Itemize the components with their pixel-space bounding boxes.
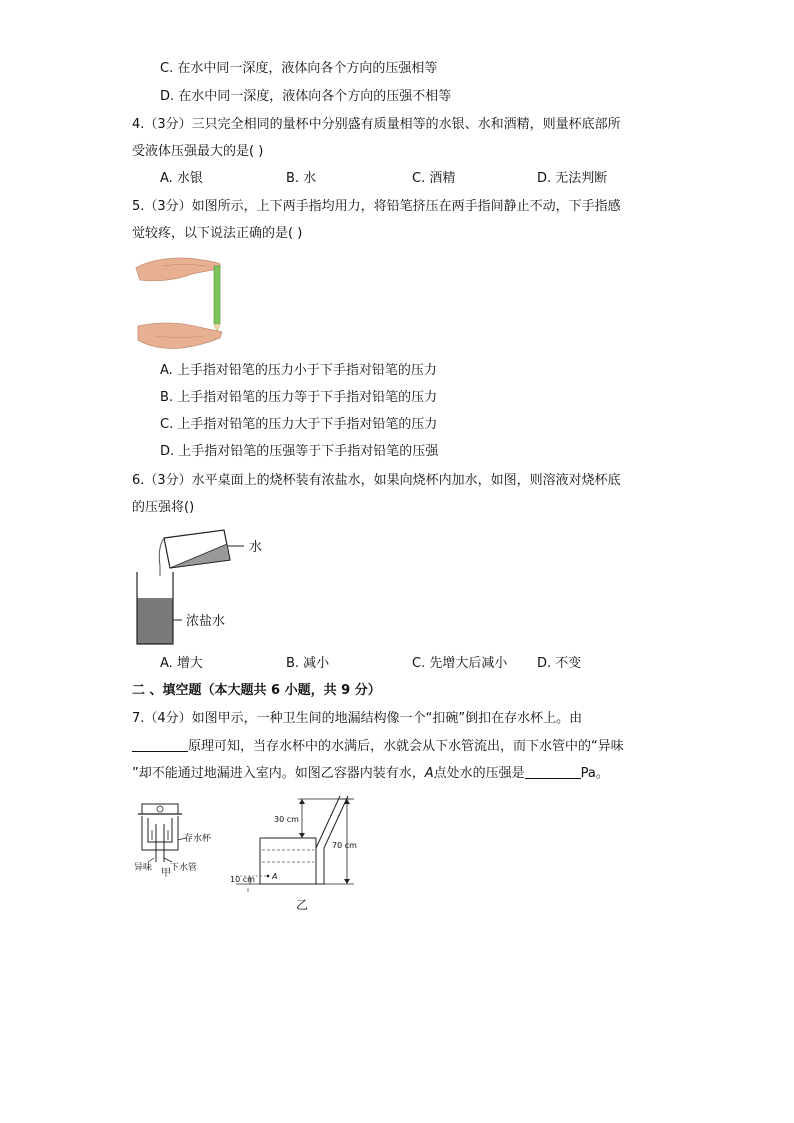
q7-stem-line3: ”却不能通过地漏进入室内。如图乙容器内装有水，A点处水的压强是 Pa。 — [132, 766, 609, 781]
dim-10cm: 10 cm — [230, 875, 255, 884]
q5-option-a: A. 上手指对铅笔的压力小于下手指对铅笔的压力 — [160, 363, 437, 378]
label-cup: 存水杯 — [184, 834, 212, 844]
pencil — [214, 266, 220, 324]
q5-option-b: B. 上手指对铅笔的压力等于下手指对铅笔的压力 — [160, 390, 438, 405]
q5-option-d: D. 上手指对铅笔的压强等于下手指对铅笔的压强 — [160, 444, 439, 459]
point-a-label: A — [272, 872, 278, 881]
q4-stem-line2: 受液体压强最大的是( ) — [132, 144, 264, 159]
q7-stem-line1: 7.（4分）如图甲示，一种卫生间的地漏结构像一个“扣碗”倒扣在存水杯上。由 — [132, 711, 583, 726]
q6-stem-line1: 6.（3分）水平桌面上的烧杯装有浓盐水，如果向烧杯内加水，如图，则溶液对烧杯底 — [132, 473, 621, 488]
q6-option-b: B. 减小 — [286, 656, 330, 671]
q7-caption-b: 乙 — [296, 898, 309, 912]
q4-option-a: A. 水银 — [160, 171, 203, 186]
q4-option-d: D. 无法判断 — [537, 171, 608, 186]
q5-stem-line1: 5.（3分）如图所示，上下两手指均用力，将铅笔挤压在两手指间静止不动，下手指感 — [132, 199, 621, 214]
lower-hand — [138, 323, 222, 349]
q6-option-d: D. 不变 — [537, 656, 582, 671]
beaker — [137, 572, 173, 644]
label-odor: 异味 — [134, 863, 153, 873]
q4-option-b: B. 水 — [286, 171, 317, 186]
q6-figure-beaker — [132, 526, 292, 646]
q7-figure-b-container — [228, 792, 368, 896]
q7-figure-a-floor-drain — [134, 800, 214, 876]
q7-stem-line2: 原理可知，当存水杯中的水满后，水就会从下水管流出，而下水管中的“异味 — [132, 737, 624, 756]
q6-option-c: C. 先增大后减小 — [412, 656, 508, 671]
q6-option-a: A. 增大 — [160, 656, 203, 671]
q3-option-c: C. 在水中同一深度，液体向各个方向的压强相等 — [160, 61, 438, 76]
q4-option-c: C. 酒精 — [412, 171, 456, 186]
q6-stem-line2: 的压强将() — [132, 500, 195, 515]
q7-caption-a: 甲 — [161, 868, 171, 879]
pouring-cup — [159, 530, 230, 576]
q5-option-c: C. 上手指对铅笔的压力大于下手指对铅笔的压力 — [160, 417, 438, 432]
label-brine: 浓盐水 — [186, 614, 226, 629]
q5-figure-hands-pencil — [132, 252, 232, 352]
upper-hand — [136, 258, 220, 281]
label-water: 水 — [249, 540, 263, 555]
q4-stem-line1: 4.（3分）三只完全相同的量杯中分别盛有质量相等的水银、水和酒精，则量杯底部所 — [132, 117, 621, 132]
q3-option-d: D. 在水中同一深度，液体向各个方向的压强不相等 — [160, 89, 452, 104]
q7-blank-2[interactable] — [525, 764, 581, 779]
q7-blank-1[interactable] — [132, 737, 188, 752]
dim-30cm: 30 cm — [274, 815, 299, 824]
section-heading-fill-in: 二 、填空题（本大题共 6 小题，共 9 分） — [132, 683, 381, 698]
q5-stem-line2: 觉较疼，以下说法正确的是( ) — [132, 226, 303, 241]
dim-70cm: 70 cm — [332, 841, 357, 850]
label-pipe: 下水管 — [170, 863, 198, 873]
